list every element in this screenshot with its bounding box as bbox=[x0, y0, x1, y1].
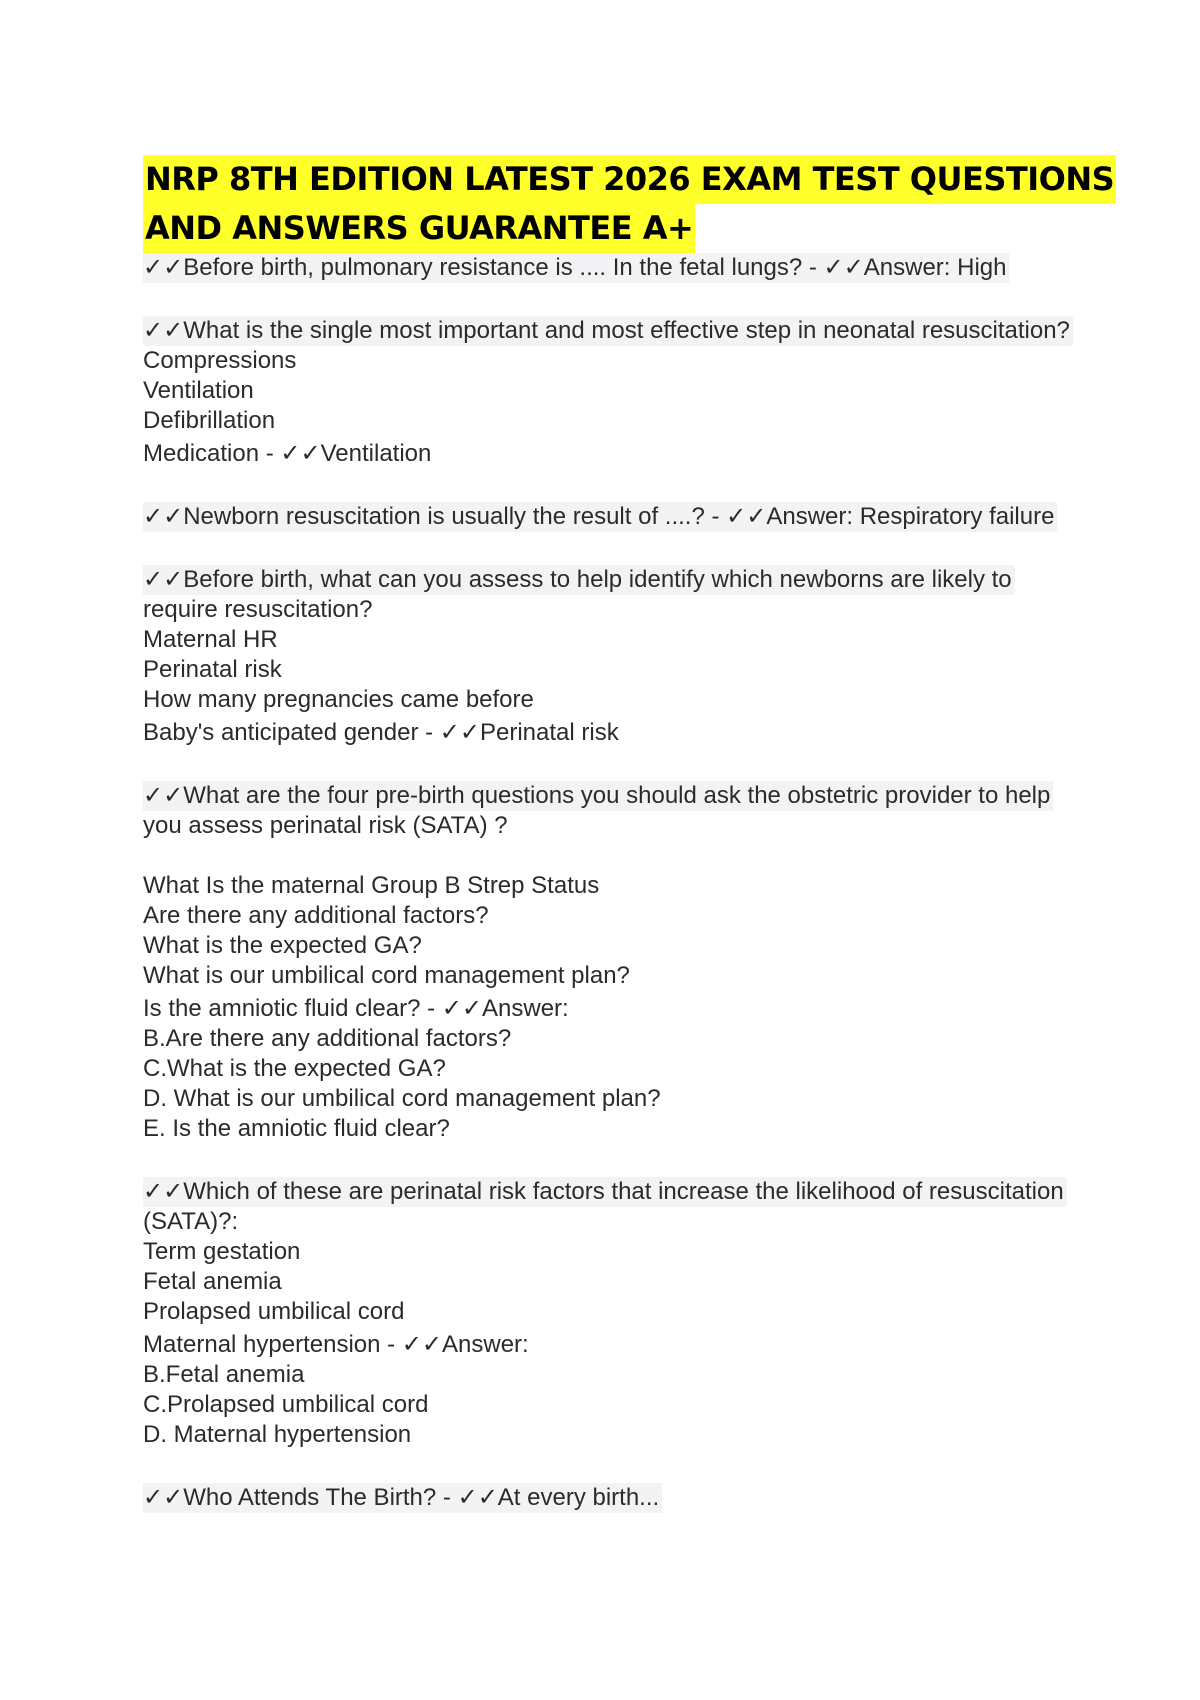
option-text: Compressions bbox=[143, 347, 297, 374]
question-text: you assess perinatal risk (SATA) ? bbox=[143, 812, 508, 839]
qa-item-6 bbox=[143, 1177, 1083, 1450]
qa-item-3 bbox=[143, 502, 1083, 532]
option-text: Perinatal risk bbox=[143, 656, 282, 683]
option-text: What Is the maternal Group B Strep Status bbox=[143, 872, 600, 899]
qa-item-4 bbox=[143, 565, 1083, 748]
answer-text: Medication - ✓✓Ventilation bbox=[143, 440, 432, 467]
option-text: Term gestation bbox=[143, 1238, 301, 1265]
question-text: ✓✓What are the four pre-birth questions you should ask the obstetric provider to help bbox=[143, 781, 1053, 811]
option-text: Are there any additional factors? bbox=[143, 902, 489, 929]
question-text: ✓✓Who Attends The Birth? - ✓✓At every birth... bbox=[143, 1483, 662, 1513]
option-text: Fetal anemia bbox=[143, 1268, 282, 1295]
title-line-1: NRP 8TH EDITION LATEST 2026 EXAM TEST QUESTIONS bbox=[143, 155, 1116, 204]
answer-text: C.What is the expected GA? bbox=[143, 1055, 446, 1082]
qa-item-2 bbox=[143, 316, 1083, 469]
option-text: Ventilation bbox=[143, 377, 254, 404]
answer-text: C.Prolapsed umbilical cord bbox=[143, 1391, 429, 1418]
question-text: ✓✓Before birth, pulmonary resistance is .... In the fetal lungs? - ✓✓Answer: High bbox=[143, 253, 1009, 283]
question-text: ✓✓What is the single most important and most effective step in neonatal resuscitation? bbox=[143, 316, 1073, 346]
answer-text: Baby's anticipated gender - ✓✓Perinatal risk bbox=[143, 719, 619, 746]
answer-text: E. Is the amniotic fluid clear? bbox=[143, 1115, 450, 1142]
qa-item-1 bbox=[143, 253, 1083, 283]
answer-text: D. Maternal hypertension bbox=[143, 1421, 412, 1448]
qa-item-5 bbox=[143, 781, 1083, 1144]
option-text: Prolapsed umbilical cord bbox=[143, 1298, 405, 1325]
question-text: ✓✓Newborn resuscitation is usually the result of ....? - ✓✓Answer: Respiratory failure bbox=[143, 502, 1057, 532]
question-text: (SATA)?: bbox=[143, 1208, 239, 1235]
document-title bbox=[143, 155, 1115, 253]
qa-item-7 bbox=[143, 1483, 1083, 1513]
option-text: Maternal HR bbox=[143, 626, 278, 653]
answer-text: B.Fetal anemia bbox=[143, 1361, 305, 1388]
option-text: What is our umbilical cord management plan? bbox=[143, 962, 630, 989]
answer-text: B.Are there any additional factors? bbox=[143, 1025, 512, 1052]
question-text: ✓✓Which of these are perinatal risk factors that increase the likelihood of resuscitation bbox=[143, 1177, 1067, 1207]
option-text: How many pregnancies came before bbox=[143, 686, 534, 713]
document-page bbox=[143, 155, 1115, 1513]
title-line-2: AND ANSWERS GUARANTEE A+ bbox=[143, 204, 695, 253]
option-text: Maternal hypertension - ✓✓Answer: bbox=[143, 1331, 529, 1358]
answer-text: D. What is our umbilical cord management plan? bbox=[143, 1085, 661, 1112]
question-text: require resuscitation? bbox=[143, 596, 373, 623]
option-text: Defibrillation bbox=[143, 407, 276, 434]
option-text: Is the amniotic fluid clear? - ✓✓Answer: bbox=[143, 995, 569, 1022]
question-text: ✓✓Before birth, what can you assess to help identify which newborns are likely to bbox=[143, 565, 1015, 595]
option-text: What is the expected GA? bbox=[143, 932, 422, 959]
